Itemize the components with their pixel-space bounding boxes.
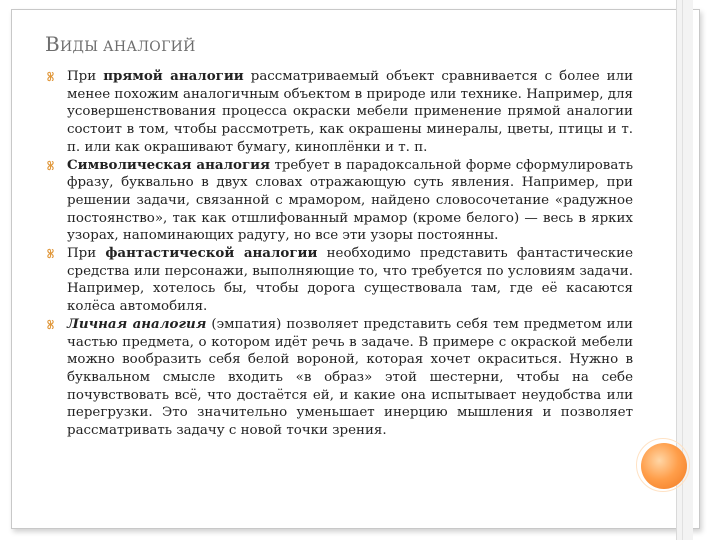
item-term: прямой аналогии xyxy=(103,68,244,84)
item-term: Символическая аналогия xyxy=(67,156,270,173)
title-rest: ИДЫ АНАЛОГИЙ xyxy=(60,39,196,55)
slide-title xyxy=(45,32,196,56)
item-prefix: При xyxy=(67,246,106,262)
item-term: фантастической аналогии xyxy=(105,245,318,262)
title-capital: В xyxy=(45,32,60,56)
ornament-flower-icon xyxy=(45,319,56,330)
ornament-flower-icon xyxy=(45,248,56,259)
item-term: Личная аналогия xyxy=(67,315,207,332)
item-text: рассматриваемый объект сравнивается с более или менее похожим аналогичным объектом в природе или технике. Например, для усовершенствования процесса окраски мебели применение прямой аналогии состоит в том, чтобы рассмотреть, как окрашены минералы, цветы, птицы и т. п. или как окрашивают бумагу, киноплёнки и т. п. xyxy=(67,69,633,155)
item-prefix: При xyxy=(67,69,104,84)
list-item-direct-analogy xyxy=(45,68,633,157)
ornament-flower-icon xyxy=(45,71,56,82)
item-text: требует в парадоксальной форме сформулировать фразу, буквально в двух словах отражающую суть явления. Например, при решении задачи, связанной с мрамором, найдено словосочетание «радужное постоянство», так как отшлифованный мрамор (кроме белого) — весь в ярких узорах, напоминающих радугу, но все эти узоры постоянны. xyxy=(67,157,634,244)
analogy-list xyxy=(45,68,633,440)
item-text: (эмпатия) позволяет представить себя тем предметом или частью предмета, о котором идёт речь в задаче. В примере с окраской мебели можно вообразить себя белой вороной, которая хочет окраситься. Нужно в буквальном смысле входить «в образ» этой шестерни, чтобы на себе почувствовать всё, что достаётся ей, и какие она испытывает неудобства или перегрузки. Это значительно уменьшает инерцию мышления и позволяет рассматривать задачу с новой точки зрения. xyxy=(67,316,633,439)
list-item-personal-analogy xyxy=(45,316,633,440)
list-item-symbolic-analogy xyxy=(45,157,633,246)
list-item-fantastic-analogy xyxy=(45,245,633,316)
ornament-flower-icon xyxy=(45,160,56,171)
decorative-orange-orb xyxy=(641,443,687,489)
item-text: необходимо представить фантастические средства или персонажи, выполняющие то, что требуется по условиям задачи. Например, хотелось бы, чтобы дорога существовала там, где её касаются колёса автомобиля. xyxy=(67,246,633,315)
